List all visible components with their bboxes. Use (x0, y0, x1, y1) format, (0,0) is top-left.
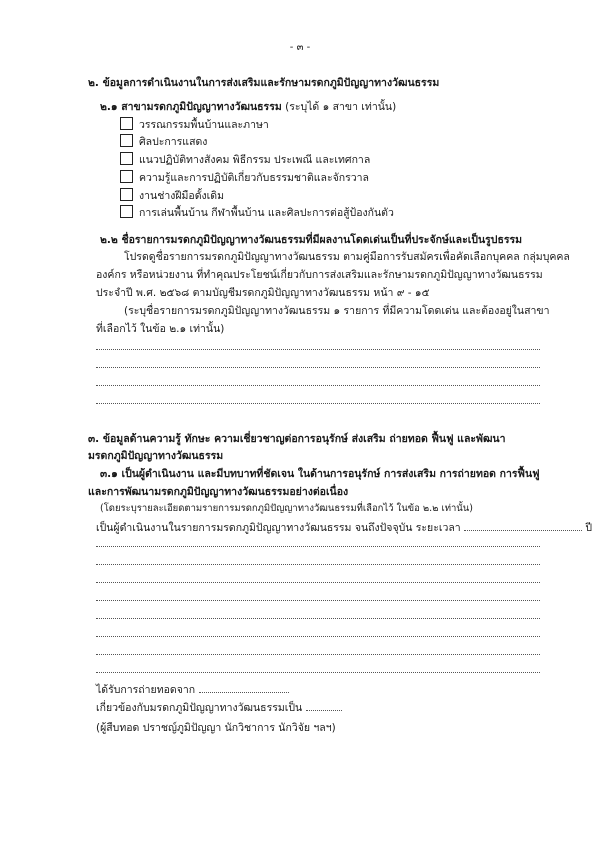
section-3-heading-line: ๓. ข้อมูลด้านความรู้ ทักษะ ความเชี่ยวชาญต่อการอนุรักษ์ ส่งเสริม ถ่ายทอด ฟื้นฟู และพัฒนา (88, 433, 506, 445)
section-3-1-note: (โดยระบุรายละเอียดตามรายการมรดกภูมิปัญญาทางวัฒนธรรมที่เลือกไว้ ในข้อ ๒.๒ เท่านั้น) (100, 503, 474, 514)
section-2-2-para-line: องค์กร หรือหน่วยงาน ที่ทำคุณประโยชน์เกี่ยวกับการส่งเสริมและรักษามรดกภูมิปัญญาทางวัฒนธรรม (96, 269, 543, 281)
branch-option-label: งานช่างฝีมือดั้งเดิม (139, 190, 225, 202)
branch-option-label: ศิลปะการแสดง (139, 136, 208, 148)
branch-option-label: วรรณกรรมพื้นบ้านและภาษา (139, 119, 269, 131)
section-3-1-heading-line: ๓.๑ เป็นผู้ดำเนินงาน และมีบทบาทที่ชัดเจน ในด้านการอนุรักษ์ การส่งเสริม การถ่ายทอด การฟื้นฟู (100, 468, 540, 480)
section-2-2-para-line: ประจำปี พ.ศ. ๒๕๖๘ ตามบัญชีมรดกภูมิปัญญาทางวัฒนธรรม หน้า ๙ - ๑๕ (96, 287, 430, 299)
duration-row (96, 519, 592, 536)
checkbox[interactable] (120, 205, 133, 218)
answer-line[interactable] (96, 349, 540, 350)
section-2-2-heading: ๒.๒ ชื่อรายการมรดกภูมิปัญญาทางวัฒนธรรมที่มีผลงานโดดเด่นเป็นที่ประจักษ์และเป็นรูปธรรม (100, 234, 523, 246)
duration-unit: ปี (585, 522, 593, 534)
received-row (96, 681, 289, 698)
relation-label: เกี่ยวข้องกับมรดกภูมิปัญญาทางวัฒนธรรมเป็น (96, 702, 303, 714)
section-2-heading: ๒. ข้อมูลการดำเนินงานในการส่งเสริมและรักษามรดกภูมิปัญญาทางวัฒนธรรม (88, 77, 440, 89)
branch-option-label: แนวปฏิบัติทางสังคม พิธีกรรม ประเพณี และเทศกาล (139, 154, 371, 166)
relation-examples: (ผู้สืบทอด ปราชญ์ภูมิปัญญา นักวิชาการ นักวิจัย ฯลฯ) (96, 722, 336, 734)
answer-line[interactable] (96, 618, 540, 619)
answer-line[interactable] (96, 582, 540, 583)
duration-input[interactable] (464, 530, 582, 531)
section-2-1-note: (ระบุได้ ๑ สาขา เท่านั้น) (285, 101, 397, 113)
section-2-2-note-line: (ระบุชื่อรายการมรดกภูมิปัญญาทางวัฒนธรรม ๑ รายการ ที่มีความโดดเด่น และต้องอยู่ในสาขา (124, 305, 550, 317)
checkbox[interactable] (120, 117, 133, 130)
page-number: - ๓ - (289, 42, 311, 53)
received-label: ได้รับการถ่ายทอดจาก (96, 684, 196, 696)
section-3-1-heading-line: และการพัฒนามรดกภูมิปัญญาทางวัฒนธรรมอย่างต่อเนื่อง (88, 486, 349, 498)
received-input[interactable] (199, 692, 289, 693)
answer-line[interactable] (96, 600, 540, 601)
branch-option-label: การเล่นพื้นบ้าน กีฬาพื้นบ้าน และศิลปะการต่อสู้ป้องกันตัว (139, 207, 394, 219)
relation-input[interactable] (306, 710, 342, 711)
section-2-1-heading: ๒.๑ สาขามรดกภูมิปัญญาทางวัฒนธรรม (100, 101, 282, 113)
answer-line[interactable] (96, 654, 540, 655)
duration-label: เป็นผู้ดำเนินงานในรายการมรดกภูมิปัญญาทางวัฒนธรรม จนถึงปัจจุบัน ระยะเวลา (96, 522, 461, 534)
answer-line[interactable] (96, 385, 540, 386)
checkbox[interactable] (120, 134, 133, 147)
checkbox[interactable] (120, 170, 133, 183)
checkbox[interactable] (120, 152, 133, 165)
checkbox[interactable] (120, 188, 133, 201)
branch-option-label: ความรู้และการปฏิบัติเกี่ยวกับธรรมชาติและจักรวาล (139, 172, 369, 184)
relation-row (96, 699, 342, 716)
answer-line[interactable] (96, 564, 540, 565)
answer-line[interactable] (96, 367, 540, 368)
answer-line[interactable] (96, 403, 540, 404)
section-3-heading-line: มรดกภูมิปัญญาทางวัฒนธรรม (88, 450, 224, 462)
answer-line[interactable] (96, 636, 540, 637)
section-2-2-note-line: ที่เลือกไว้ ในข้อ ๒.๑ เท่านั้น) (96, 323, 225, 335)
answer-line[interactable] (96, 546, 540, 547)
section-2-2-para-line: โปรดดูชื่อรายการมรดกภูมิปัญญาทางวัฒนธรรม ตามคู่มือการรับสมัครเพื่อคัดเลือกบุคคล กลุ่มบุคคล (124, 251, 570, 263)
section-2-1-heading-line (100, 98, 396, 115)
answer-line[interactable] (96, 672, 540, 673)
